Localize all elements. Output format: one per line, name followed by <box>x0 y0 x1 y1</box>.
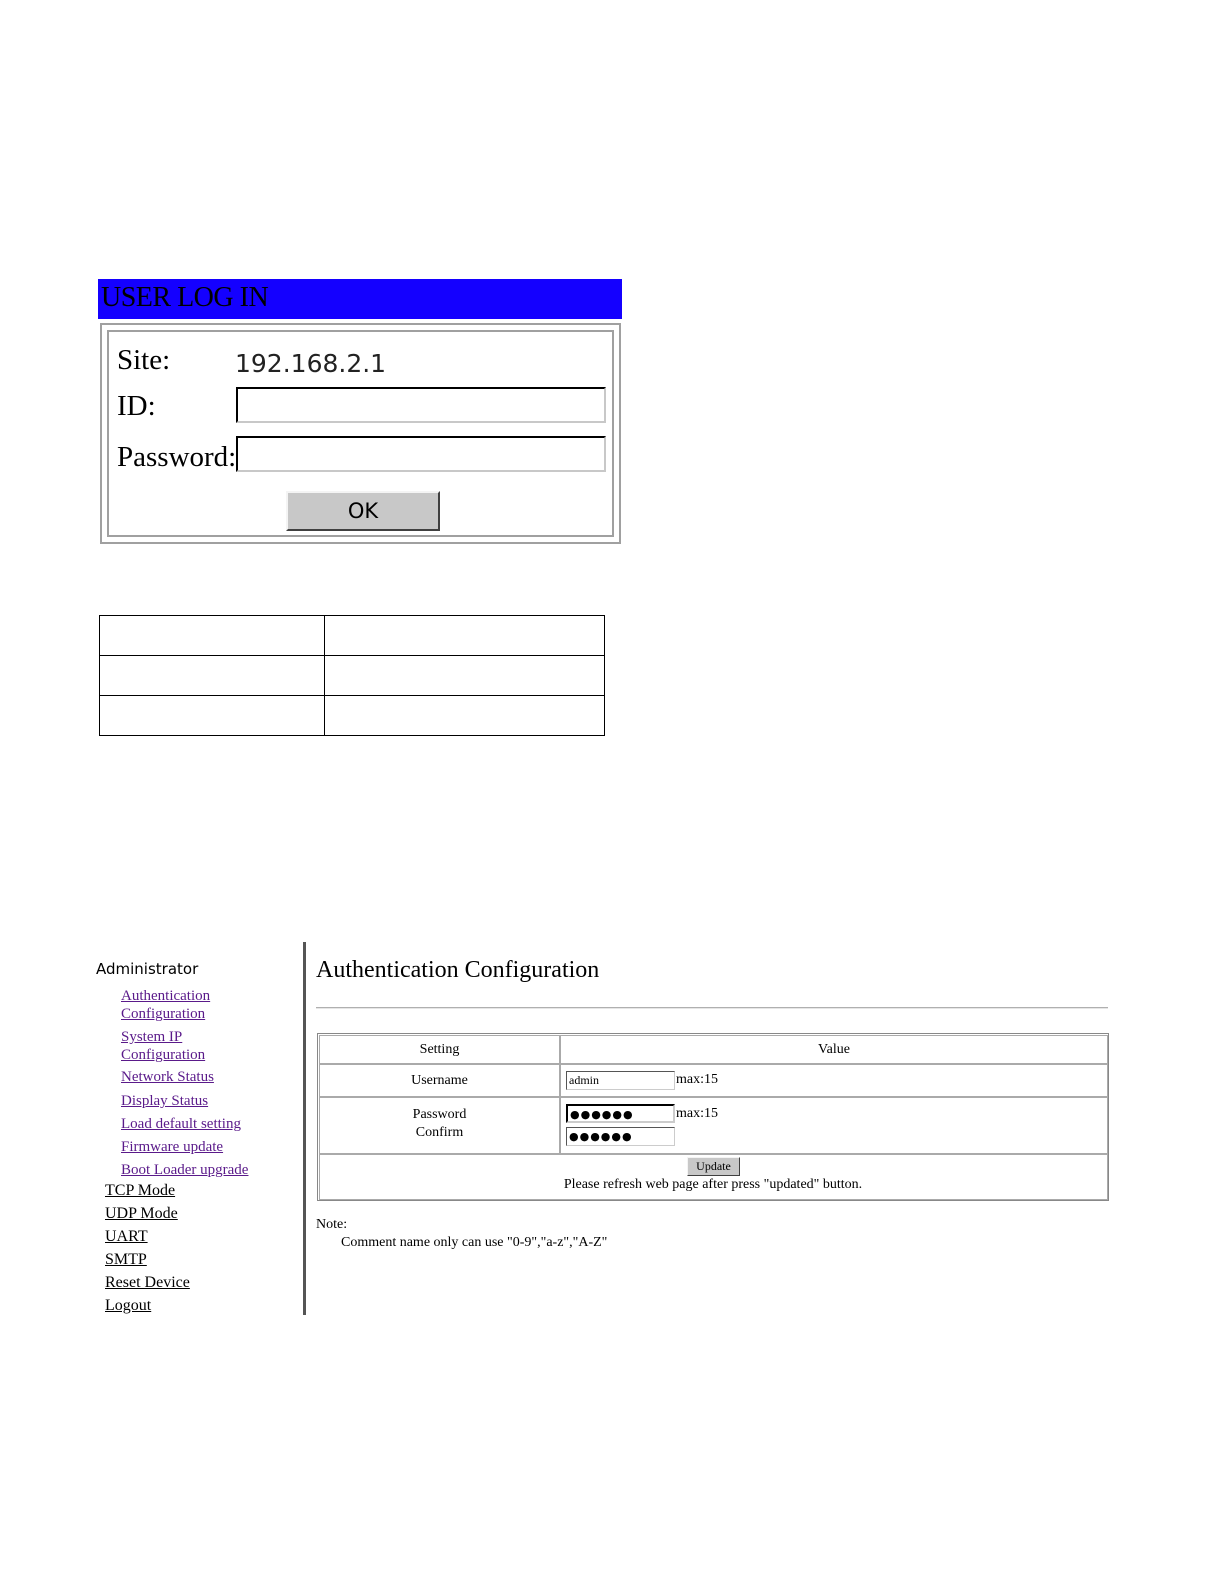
sidebar-item-authentication-configuration[interactable] <box>121 987 210 1023</box>
update-button[interactable]: Update <box>687 1157 740 1176</box>
password-input[interactable] <box>236 436 606 472</box>
sidebar-item-logout[interactable]: Logout <box>105 1297 152 1314</box>
id-input[interactable] <box>236 387 606 423</box>
confirm-input[interactable]: ●●●●●● <box>566 1127 675 1146</box>
sidebar-item-display-status[interactable]: Display Status <box>121 1093 209 1109</box>
table-cell <box>325 656 605 696</box>
password-label: Password: <box>117 441 237 473</box>
password-value-cell <box>560 1097 1108 1154</box>
password-label: Password <box>412 1107 467 1122</box>
table-cell <box>100 656 325 696</box>
link-line: Configuration <box>121 1047 206 1063</box>
blank-table <box>99 615 605 736</box>
note-text: Comment name only can use "0-9","a-z","A-Z" <box>341 1235 608 1250</box>
site-label: Site: <box>117 344 171 376</box>
table-cell <box>325 616 605 656</box>
username-value-cell <box>560 1064 1108 1097</box>
header-setting: Setting <box>319 1035 560 1064</box>
username-max: max:15 <box>676 1072 718 1087</box>
login-title: USER LOG IN <box>98 279 622 319</box>
auth-config-table <box>317 1033 1109 1201</box>
title-divider <box>316 1007 1108 1009</box>
table-cell <box>325 696 605 736</box>
sidebar-item-tcp-mode[interactable]: TCP Mode <box>105 1182 176 1199</box>
id-label: ID: <box>117 390 156 422</box>
username-input[interactable]: admin <box>566 1071 675 1090</box>
sidebar-item-smtp[interactable]: SMTP <box>105 1251 147 1268</box>
table-row <box>100 616 605 656</box>
password-labels <box>319 1097 560 1154</box>
link-line: Configuration <box>121 1006 206 1022</box>
ok-button[interactable]: OK <box>286 491 440 531</box>
password-input[interactable]: ●●●●●● <box>566 1104 675 1123</box>
password-max: max:15 <box>676 1106 718 1121</box>
sidebar-item-uart[interactable]: UART <box>105 1228 148 1245</box>
table-row <box>100 696 605 736</box>
confirm-label: Confirm <box>415 1125 464 1140</box>
sidebar-item-udp-mode[interactable]: UDP Mode <box>105 1205 178 1222</box>
sidebar-divider <box>303 942 306 1315</box>
login-form <box>100 323 621 544</box>
sidebar-item-load-default-setting[interactable]: Load default setting <box>121 1116 241 1132</box>
link-line: Authentication <box>121 988 211 1004</box>
refresh-note: Please refresh web page after press "updated" button. <box>563 1177 863 1192</box>
sidebar-item-system-ip-configuration[interactable] <box>121 1028 205 1064</box>
username-label: Username <box>319 1064 560 1097</box>
link-line: System IP <box>121 1029 183 1045</box>
header-value: Value <box>560 1035 1108 1064</box>
sidebar-item-network-status[interactable]: Network Status <box>121 1069 214 1085</box>
page-title: Authentication Configuration <box>316 957 600 983</box>
site-value: 192.168.2.1 <box>235 349 387 378</box>
sidebar-item-reset-device[interactable]: Reset Device <box>105 1274 190 1291</box>
sidebar-heading: Administrator <box>96 960 199 978</box>
login-form-inner <box>107 330 614 537</box>
table-cell <box>100 616 325 656</box>
table-cell <box>100 696 325 736</box>
table-row <box>100 656 605 696</box>
sidebar-item-firmware-update[interactable]: Firmware update <box>121 1139 224 1155</box>
note-label: Note: <box>316 1217 348 1232</box>
sidebar-item-boot-loader-upgrade[interactable]: Boot Loader upgrade <box>121 1162 249 1178</box>
